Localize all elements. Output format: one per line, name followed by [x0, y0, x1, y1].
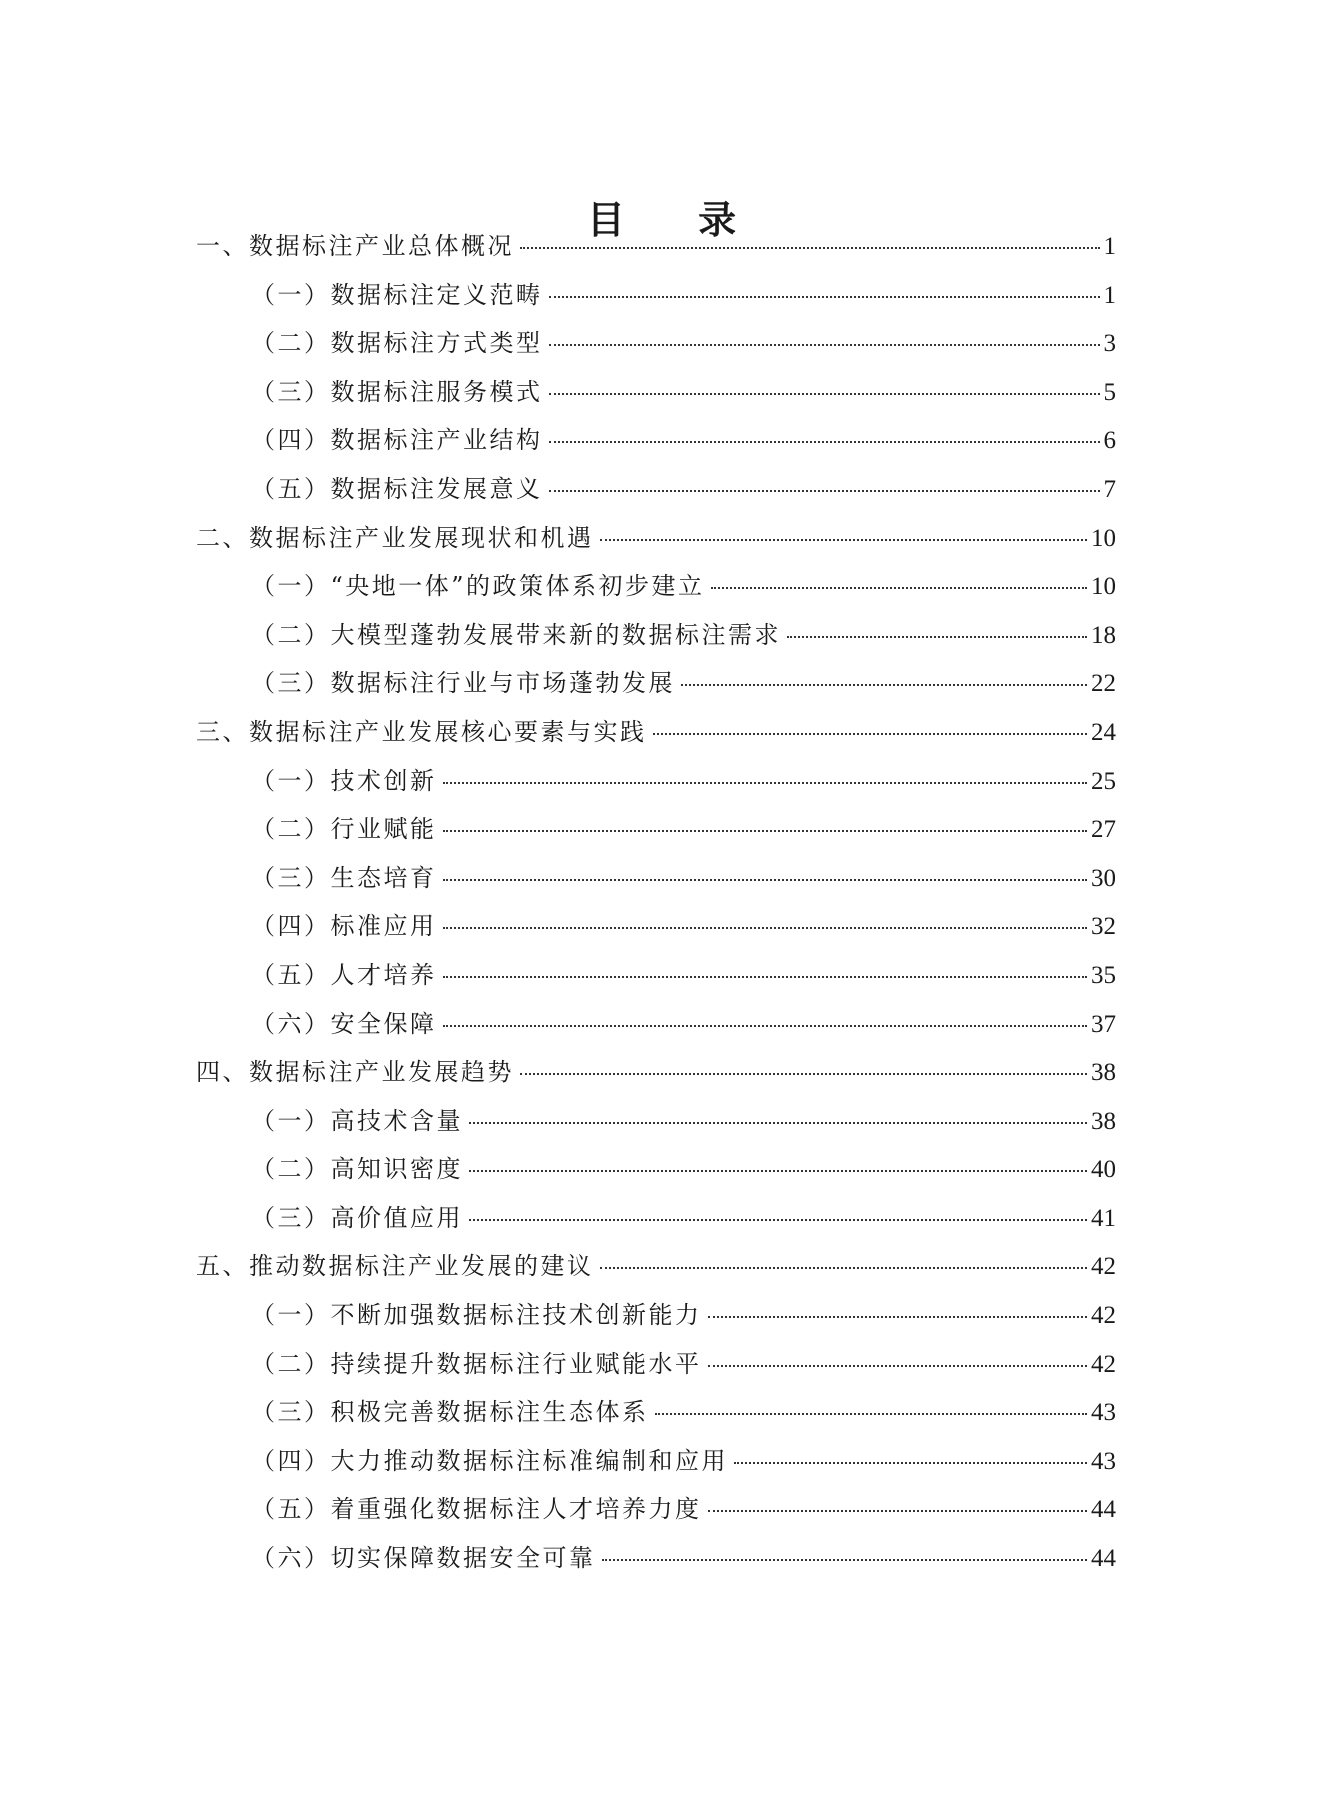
toc-chapter-entry[interactable]: [196, 1052, 1116, 1101]
toc-entry-label: （五）数据标注发展意义: [251, 474, 543, 503]
toc-entry-label: （四）大力推动数据标注标准编制和应用: [251, 1446, 728, 1475]
toc-section-entry[interactable]: [196, 955, 1116, 1004]
toc-dot-leader: [787, 636, 1087, 638]
toc-section-entry[interactable]: [196, 372, 1116, 421]
toc-entry-label: （四）标准应用: [251, 912, 437, 941]
toc-page-number: 42: [1091, 1350, 1116, 1378]
toc-page-number: 43: [1091, 1399, 1116, 1427]
toc-entry-label: （一）不断加强数据标注技术创新能力: [251, 1301, 702, 1330]
toc-dot-leader: [602, 1559, 1088, 1561]
toc-page-number: 44: [1091, 1496, 1116, 1524]
toc-dot-leader: [469, 1219, 1087, 1221]
toc-entry-label: 二、数据标注产业发展现状和机遇: [196, 523, 594, 552]
toc-dot-leader: [549, 441, 1100, 443]
toc-section-entry[interactable]: [196, 420, 1116, 469]
toc-entry-label: （三）生态培育: [251, 863, 437, 892]
page-title: 目 录: [586, 198, 767, 243]
toc-section-entry[interactable]: [196, 1101, 1116, 1150]
toc-dot-leader: [443, 1025, 1088, 1027]
toc-chapter-entry[interactable]: [196, 1246, 1116, 1295]
toc-entry-label: （二）持续提升数据标注行业赋能水平: [251, 1349, 702, 1378]
toc-entry-label: （二）大模型蓬勃发展带来新的数据标注需求: [251, 620, 781, 649]
toc-page-number: 5: [1103, 378, 1116, 406]
toc-dot-leader: [708, 1510, 1088, 1512]
toc-page-number: 25: [1091, 767, 1116, 795]
toc-chapter-entry[interactable]: [196, 712, 1116, 761]
toc-dot-leader: [549, 296, 1100, 298]
toc-page-number: 41: [1091, 1204, 1116, 1232]
toc-dot-leader: [711, 587, 1087, 589]
toc-page-number: 38: [1091, 1059, 1116, 1087]
toc-page-number: 22: [1091, 670, 1116, 698]
toc-dot-leader: [443, 879, 1088, 881]
toc-dot-leader: [655, 1413, 1088, 1415]
toc-section-entry[interactable]: [196, 1392, 1116, 1441]
toc-entry-label: （二）高知识密度: [251, 1155, 463, 1184]
toc-entry-label: （六）安全保障: [251, 1009, 437, 1038]
toc-dot-leader: [549, 490, 1100, 492]
toc-dot-leader: [734, 1462, 1087, 1464]
toc-page-number: 1: [1103, 281, 1116, 309]
toc-page-number: 38: [1091, 1107, 1116, 1135]
toc-section-entry[interactable]: [196, 809, 1116, 858]
toc-chapter-entry[interactable]: [196, 226, 1116, 275]
toc-page-number: 27: [1091, 816, 1116, 844]
toc-page-number: 44: [1091, 1545, 1116, 1573]
toc-entry-label: （二）数据标注方式类型: [251, 329, 543, 358]
toc-section-entry[interactable]: [196, 1441, 1116, 1490]
toc-dot-leader: [653, 733, 1088, 735]
toc-entry-label: 四、数据标注产业发展趋势: [196, 1058, 514, 1087]
toc-section-entry[interactable]: [196, 566, 1116, 615]
toc-section-entry[interactable]: [196, 663, 1116, 712]
toc-page-number: 10: [1091, 573, 1116, 601]
toc-chapter-entry[interactable]: [196, 518, 1116, 567]
toc-page-number: 6: [1103, 427, 1116, 455]
toc-section-entry[interactable]: [196, 906, 1116, 955]
toc-section-entry[interactable]: [196, 615, 1116, 664]
toc-entry-label: （二）行业赋能: [251, 815, 437, 844]
toc-entry-label: （三）数据标注服务模式: [251, 377, 543, 406]
toc-entry-label: （一）数据标注定义范畴: [251, 280, 543, 309]
toc-entry-label: 五、推动数据标注产业发展的建议: [196, 1252, 594, 1281]
toc-dot-leader: [520, 247, 1100, 249]
toc-dot-leader: [443, 830, 1088, 832]
toc-dot-leader: [600, 1267, 1088, 1269]
toc-entry-label: （六）切实保障数据安全可靠: [251, 1544, 596, 1573]
toc-section-entry[interactable]: [196, 323, 1116, 372]
toc-page-number: 40: [1091, 1156, 1116, 1184]
toc-section-entry[interactable]: [196, 275, 1116, 324]
toc-page-number: 3: [1103, 330, 1116, 358]
toc-section-entry[interactable]: [196, 1489, 1116, 1538]
toc-page-number: 18: [1091, 621, 1116, 649]
toc-dot-leader: [443, 782, 1088, 784]
toc-entry-label: （三）数据标注行业与市场蓬勃发展: [251, 669, 675, 698]
toc-dot-leader: [549, 344, 1100, 346]
toc-entry-label: （五）着重强化数据标注人才培养力度: [251, 1495, 702, 1524]
toc-page-number: 35: [1091, 961, 1116, 989]
toc-page-number: 42: [1091, 1302, 1116, 1330]
toc-section-entry[interactable]: [196, 1004, 1116, 1053]
toc-page-number: 32: [1091, 913, 1116, 941]
toc-section-entry[interactable]: [196, 761, 1116, 810]
toc-section-entry[interactable]: [196, 1295, 1116, 1344]
toc-dot-leader: [443, 927, 1088, 929]
toc-entry-label: （三）积极完善数据标注生态体系: [251, 1398, 649, 1427]
toc-entry-label: 一、数据标注产业总体概况: [196, 232, 514, 260]
toc-dot-leader: [708, 1365, 1088, 1367]
toc-page-number: 10: [1091, 524, 1116, 552]
toc-section-entry[interactable]: [196, 469, 1116, 518]
toc-entry-label: 三、数据标注产业发展核心要素与实践: [196, 717, 647, 746]
toc-page-number: 24: [1091, 718, 1116, 746]
toc-entry-label: （一）技术创新: [251, 766, 437, 795]
toc-dot-leader: [549, 393, 1100, 395]
toc-section-entry[interactable]: [196, 1198, 1116, 1247]
toc-entry-label: （三）高价值应用: [251, 1203, 463, 1232]
toc-section-entry[interactable]: [196, 858, 1116, 907]
toc-entry-label: （一）“央地一体”的政策体系初步建立: [251, 572, 705, 601]
toc-dot-leader: [520, 1073, 1087, 1075]
toc-dot-leader: [708, 1316, 1088, 1318]
toc-page-number: 43: [1091, 1447, 1116, 1475]
toc-section-entry[interactable]: [196, 1344, 1116, 1393]
toc-page-number: 1: [1103, 233, 1116, 260]
toc-entry-label: （一）高技术含量: [251, 1106, 463, 1135]
toc-dot-leader: [681, 684, 1087, 686]
toc-page-number: 37: [1091, 1010, 1116, 1038]
toc-page-number: 7: [1103, 475, 1116, 503]
toc-page-number: 30: [1091, 864, 1116, 892]
toc-section-entry[interactable]: [196, 1149, 1116, 1198]
toc-page-number: 42: [1091, 1253, 1116, 1281]
toc-dot-leader: [469, 1170, 1087, 1172]
toc-dot-leader: [443, 976, 1088, 978]
toc-entry-label: （四）数据标注产业结构: [251, 426, 543, 455]
table-of-contents: [196, 226, 1116, 1587]
toc-dot-leader: [469, 1122, 1087, 1124]
toc-entry-label: （五）人才培养: [251, 960, 437, 989]
toc-dot-leader: [600, 539, 1088, 541]
toc-section-entry[interactable]: [196, 1538, 1116, 1587]
